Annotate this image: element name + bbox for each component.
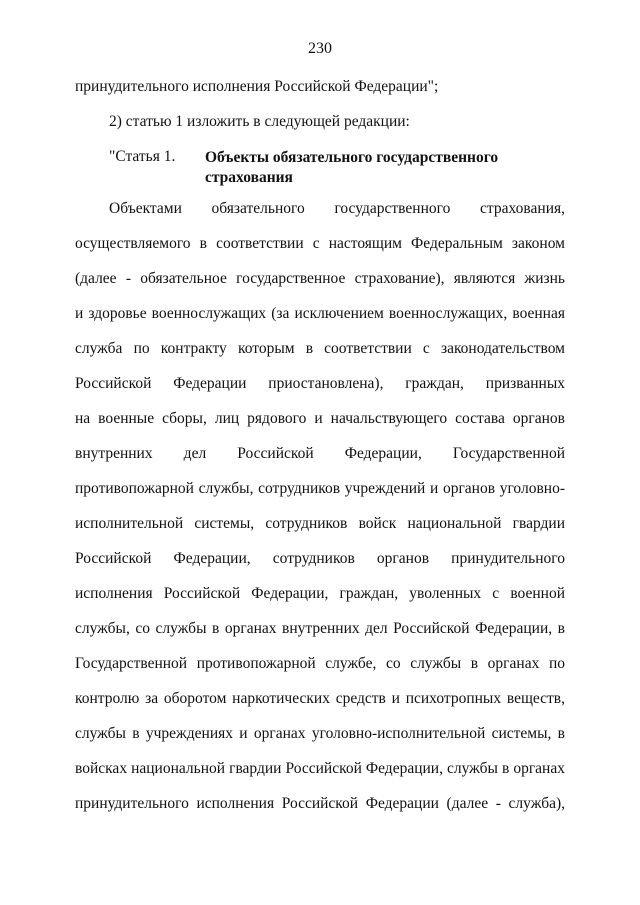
body-line-15: контролю за оборотом наркотических средств и психотропных веществ,	[75, 690, 565, 707]
page-number: 230	[308, 40, 332, 57]
body-line-13: службы, со службы в органах внутренних дел Российской Федерации, в	[75, 620, 565, 637]
body-line-9: противопожарной службы, сотрудников учреждений и органов уголовно-	[75, 480, 565, 497]
body-line-12: исполнения Российской Федерации, граждан, уволенных с военной	[75, 585, 565, 602]
body-line-3: (далее - обязательное государственное страхование), являются жизнь	[75, 270, 565, 287]
body-line-7: на военные сборы, лиц рядового и начальствующего состава органов	[75, 410, 565, 427]
article-title-line-2: страхования	[205, 169, 293, 186]
body-line-18: принудительного исполнения Российской Федерации (далее - служба),	[75, 795, 565, 812]
body-line-17: войсках национальной гвардии Российской Федерации, службы в органах	[75, 760, 565, 777]
body-line-16: службы в учреждениях и органах уголовно-исполнительной системы, в	[75, 725, 565, 742]
body-line-8: внутренних дел Российской Федерации, Государственной	[75, 445, 565, 462]
intro-line: принудительного исполнения Российской Федерации";	[75, 78, 439, 95]
body-line-14: Государственной противопожарной службе, со службы в органах по	[75, 655, 565, 672]
body-line-5: служба по контракту которым в соответствии с законодательством	[75, 340, 565, 357]
body-line-2: осуществляемого в соответствии с настоящим Федеральным законом	[75, 235, 565, 252]
body-line-1: Объектами обязательного государственного страхования,	[109, 200, 565, 217]
body-line-6: Российской Федерации приостановлена), граждан, призванных	[75, 375, 565, 392]
article-title	[205, 148, 535, 188]
article-label: "Статья 1.	[109, 148, 176, 165]
body-line-11: Российской Федерации, сотрудников органов принудительного	[75, 550, 565, 567]
body-line-10: исполнительной системы, сотрудников войск национальной гвардии	[75, 515, 565, 532]
item-2-line: 2) статью 1 изложить в следующей редакции:	[109, 113, 410, 130]
body-line-4: и здоровье военнослужащих (за исключением военнослужащих, военная	[75, 305, 565, 322]
article-title-line-1: Объекты обязательного государственного	[205, 149, 499, 166]
